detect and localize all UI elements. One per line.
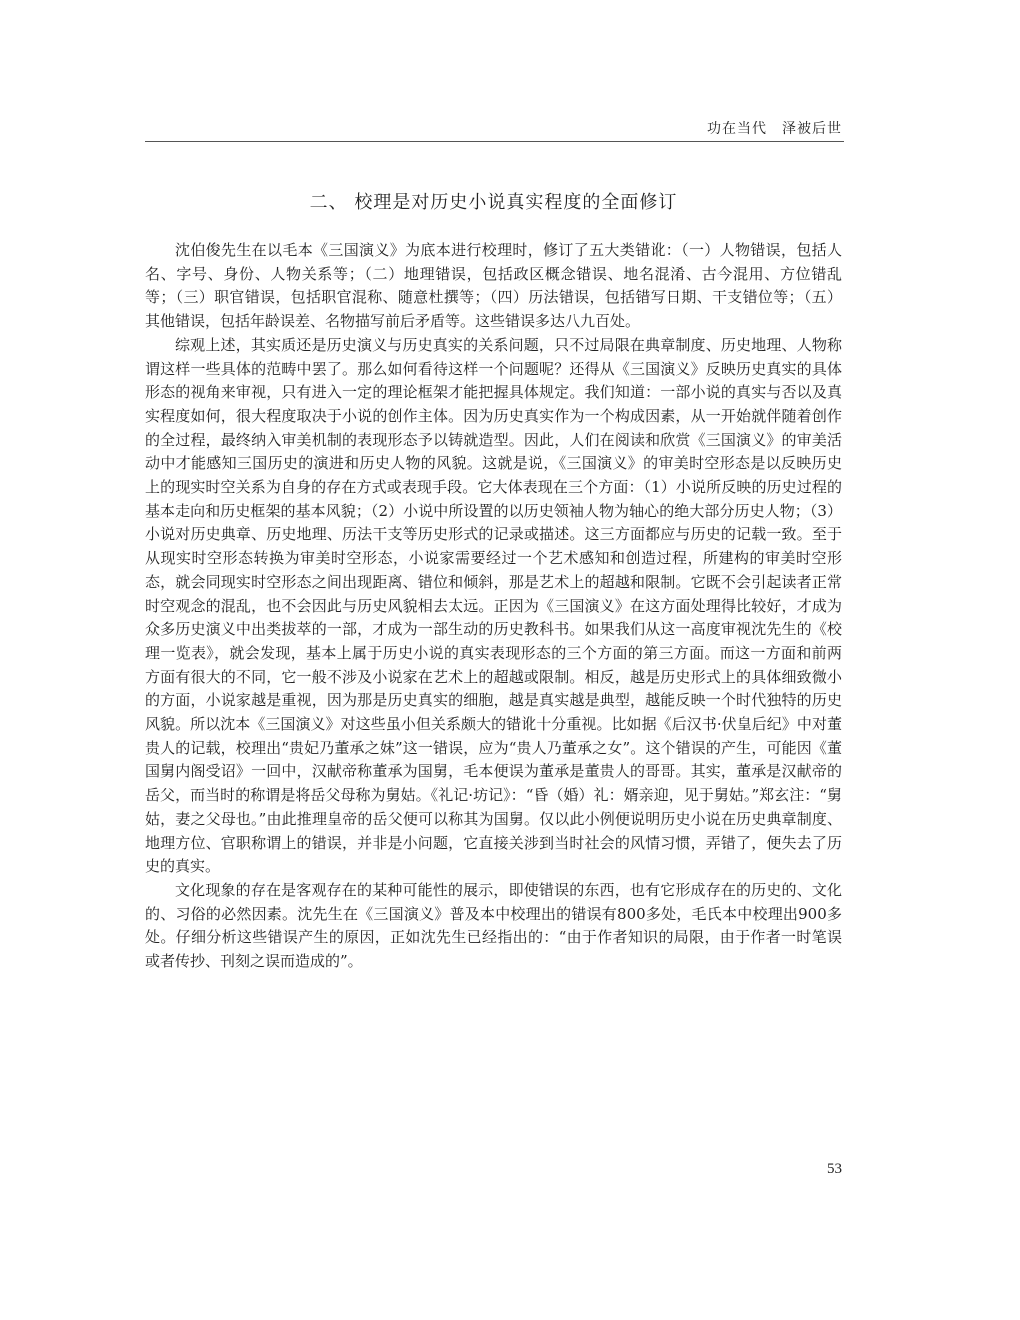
section-title: 二、 校理是对历史小说真实程度的全面修订: [309, 192, 678, 213]
running-head: 功在当代 泽被后世: [707, 121, 842, 137]
header-rule: [145, 141, 844, 142]
page-number: 53: [827, 1161, 842, 1177]
paragraph-culture: 文化现象的存在是客观存在的某种可能性的展示，即使错误的东西，也有它形成存在的历史的、文化的、习俗的必然因素。沈先生在《三国演义》普及本中校理出的错误有800多处，毛氏本中校理出900多处。仔细分析这些错误产生的原因，正如沈先生已经指出的：“由于作者知识的局限，由于作者一时笔误或者传抄、刊刻之误而造成的”。: [145, 880, 842, 971]
body-text: [145, 239, 842, 974]
paragraph-analysis: 综观上述，其实质还是历史演义与历史真实的关系问题，只不过局限在典章制度、历史地理、人物称谓这样一些具体的范畴中罢了。那么如何看待这样一个问题呢？还得从《三国演义》反映历史真实的具体形态的视角来审视，只有进入一定的理论框架才能把握具体规定。我们知道：一部小说的真实与否以及真实程度如何，很大程度取决于小说的创作主体。因为历史真实作为一个构成因素，从一开始就伴随着创作的全过程，最终纳入审美机制的表现形态予以铸就造型。因此，人们在阅读和欣赏《三国演义》的审美活动中才能感知三国历史的演进和历史人物的风貌。这就是说，《三国演义》的审美时空形态是以反映历史上的现实时空关系为自身的存在方式或表现手段。它大体表现在三个方面：（1）小说所反映的历史过程的基本走向和历史框架的基本风貌；（2）小说中所设置的以历史领袖人物为轴心的绝大部分历史人物；（3）小说对历史典章、历史地理、历法干支等历史形式的记录或描述。这三方面都应与历史的记载一致。至于从现实时空形态转换为审美时空形态，小说家需要经过一个艺术感知和创造过程，所建构的审美时空形态，就会同现实时空形态之间出现距离、错位和倾斜，那是艺术上的超越和限制。它既不会引起读者正常时空观念的混乱，也不会因此与历史风貌相去太远。正因为《三国演义》在这方面处理得比较好，才成为众多历史演义中出类拔萃的一部，才成为一部生动的历史教科书。如果我们从这一高度审视沈先生的《校理一览表》，就会发现，基本上属于历史小说的真实表现形态的三个方面的第三方面。而这一方面和前两方面有很大的不同，它一般不涉及小说家在艺术上的超越或限制。相反，越是历史形式上的具体细致微小的方面，小说家越是重视，因为那是历史真实的细胞，越是真实越是典型，越能反映一个时代独特的历史风貌。所以沈本《三国演义》对这些虽小但关系颇大的错讹十分重视。比如据《后汉书·伏皇后纪》中对董贵人的记载，校理出“贵妃乃董承之妹”这一错误，应为“贵人乃董承之女”。这个错误的产生，可能因《董国舅内阁受诏》一回中，汉献帝称董承为国舅，毛本便误为董承是董贵人的哥哥。其实，董承是汉献帝的岳父，而当时的称谓是将岳父母称为舅姑。《礼记·坊记》：“昏（婚）礼：婿亲迎，见于舅姑。”郑玄注：“舅姑，妻之父母也。”由此推理皇帝的岳父便可以称其为国舅。仅以此小例便说明历史小说在历史典章制度、地理方位、官职称谓上的错误，并非是小问题，它直接关涉到当时社会的风情习惯，弄错了，便失去了历史的真实。: [145, 335, 842, 876]
paragraph-revisions: 沈伯俊先生在以毛本《三国演义》为底本进行校理时，修订了五大类错讹：（一）人物错误，包括人名、字号、身份、人物关系等；（二）地理错误，包括政区概念错误、地名混淆、古今混用、方位错乱等；（三）职官错误，包括职官混称、随意杜撰等；（四）历法错误，包括错写日期、干支错位等；（五）其他错误，包括年龄误差、名物描写前后矛盾等。这些错误多达八九百处。: [145, 241, 842, 331]
